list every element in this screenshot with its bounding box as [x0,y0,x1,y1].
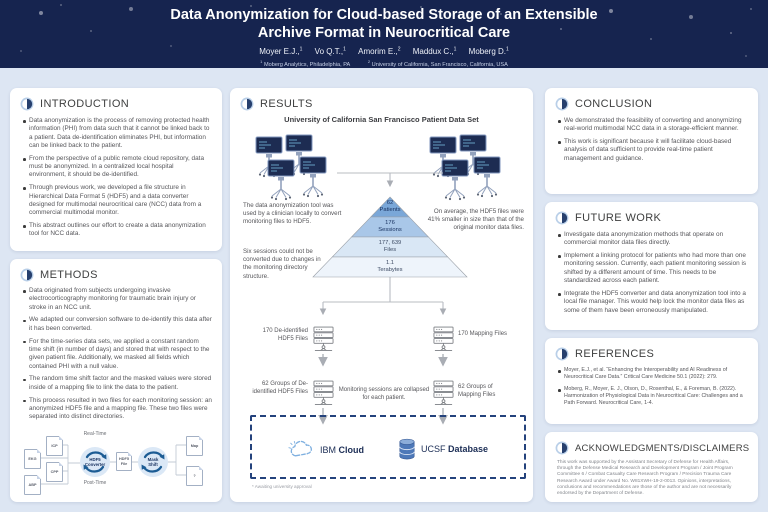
section-card-introduction [10,88,222,251]
mask-shift-node [138,447,168,477]
bullet-item: This process resulted in two files for each monitoring session: an anonymized HDF5 file and a mapping file. These two files were separated into distinct directories. [22,397,212,422]
author: Moyer E.J.,$^1$ [259,46,303,57]
annotation-tool-usage: The data anonymization tool was used by a clinician locally to convert monitoring files to HDF5. [243,202,342,226]
pyramid-level-files: 177, 639 Files [378,240,402,253]
author: Vo Q.T.,$^1$ [314,46,346,57]
section-card-acknowledgments [545,432,758,502]
section-title: CONCLUSION [575,98,653,110]
bullet-item: Data anonymization is the process of removing protected health information (PHI) from data such that it cannot be linked back to a patient. Data de-identification eliminates PHI, but information can be linked back to the patient. [22,117,212,150]
future-work-bullets [545,231,758,315]
section-bullet-icon [555,441,569,455]
cloud-icon [288,440,315,459]
label-collapse-note: Monitoring sessions are collapsed for each patient. [338,387,430,401]
real-time-label: Real-Time [83,431,107,437]
server-icon [433,380,454,406]
poster-header [0,0,768,68]
author: Moberg D.$^1$ [468,46,509,57]
section-header [545,202,758,225]
results-footnote: * Awaiting university approval [252,484,312,489]
pyramid-level-terabytes: 1.1 Terabytes [377,260,403,273]
server-icon [313,380,334,406]
ibm-cloud-label: IBM Cloud [320,444,365,455]
affiliation: $^2$ University of California, San Francisco, California, USA [367,59,508,68]
output-file-map: Map [186,436,203,456]
annotation-size-reduction: On average, the HDF5 files were 41% smaller in size than that of the original monitor data files. [427,208,524,232]
ucsf-database-destination [398,438,488,460]
input-file-abp: ABP [24,475,41,495]
section-bullet-icon [20,97,34,111]
input-file-cpp: CPP [46,462,63,482]
hdf5-file-node: HDF5 File [116,452,132,471]
bullet-item: This work is significant because it will facilitate cloud-based analysis of data sufficient to provide real-time patient management and guidance. [557,138,748,163]
bullet-item: Investigate data anonymization methods that operate on commercial monitor data files directly. [557,231,748,248]
bullet-item: Implement a linking protocol for patients who had more than one monitoring session. Currently, each patient monitoring session is shifted by a different amount of time. This needs to be standardized across each patient. [557,252,748,285]
section-card-methods [10,259,222,502]
conclusion-bullets [545,117,758,163]
bullet-item: Data originated from subjects undergoing invasive electrocorticography monitoring for traumatic brain injury or stroke in an NCC unit. [22,287,212,312]
introduction-bullets [10,117,222,239]
label-mapping-files: 170 Mapping Files [458,331,508,337]
section-card-future-work [545,202,758,330]
reference-item: Moberg, R., Moyer, E. J., Olson, D., Rosenthal, E., & Foreman, B. (2022). Harmonization of Physiological Data in Neurocritical Care: Challenges and a Path Forward. Neurocritical Care, 1-4. [557,386,748,407]
pyramid-level-patients: 62 Patients [379,200,401,213]
bullet-item: The random time shift factor and the masked values were stored inside of a mapping file to link the data to the patient. [22,375,212,392]
section-header [545,88,758,111]
section-title: ACKNOWLEDGMENTS/DISCLAIMERS [575,442,750,454]
bullet-item: This abstract outlines our effort to create a data anonymization tool for NCC data. [22,222,212,239]
bullet-item: We adapted our conversion software to de-identify this data after it has been converted. [22,316,212,333]
post-time-label: Post-Time [83,480,107,486]
dataset-title: University of California San Francisco Patient Data Set [284,115,479,124]
section-header [10,88,222,111]
section-bullet-icon [555,211,569,225]
ibm-cloud-destination [288,440,364,459]
reference-item: Moyer, E.J., et al. “Enhancing the Interoperability and AI Readiness of Neurocritical Care Data.” Critical Care Medicine 50.1 (2022): 279. [557,367,748,381]
authors-line [0,46,768,56]
bullet-item: Through previous work, we developed a file structure in Hierarchical Data Format 5 (HDF5) and a data converter designed for multimodal neurocritical care (NCC) data from a commercial multimodal monitor. [22,184,212,217]
references-list [545,367,758,406]
output-file-anonymized: ? [186,466,203,486]
input-file-icp: ICP [46,436,63,456]
label-deidentified-files: 170 De-identified HDF5 Files [262,328,308,342]
hdf5-converter-node [80,447,110,477]
affiliations-line [0,59,768,68]
section-title: METHODS [40,269,98,281]
acknowledgments-text: This work was supported by the Assistant Secretary of Defense for Health Affairs, through the Defense Medical Research and Development Program / Joint Program Committee 6 / Combat Casualty Care Research Program / Precision Trauma Care Research Award under Award No. W81XWH-19-2-0013. Opinions, interpretations, conclusions and recommendations are those of the author and are not necessarily endorsed by the Department of Defense. [557,460,733,497]
author: Maddux C.,$^1$ [412,46,457,57]
converter-label: HDF5 Converter [84,456,106,467]
server-icon [433,326,454,352]
author: Amorim E.,$^2$ [358,46,401,57]
bullet-item: For the time-series data sets, we applied a constant random time shift (in number of days) and stored that with respect to the given patient file. Additionally, we masked all fields which contained PHI with a null value. [22,338,212,371]
affiliation: $^1$ Moberg Analytics, Philadelphia, PA [260,59,351,68]
section-bullet-icon [555,97,569,111]
section-card-conclusion [545,88,758,194]
section-title: RESULTS [260,98,313,110]
section-card-results [230,88,533,502]
server-icon [313,326,334,352]
bullet-item: Integrate the HDF5 converter and data anonymization tool into a local file manager. This would help lock the monitor data files as some of them have been erroneously manipulated. [557,290,748,315]
bullet-item: We demonstrated the feasibility of converting and anonymizing real-world multimodal NCC data in a storage-efficient manner. [557,117,748,134]
poster-title-line-2: Archive Format in Neurocritical Care [257,24,511,41]
pyramid-level-sessions: 176 Sessions [378,220,402,233]
section-title: REFERENCES [575,348,655,360]
section-title: FUTURE WORK [575,212,662,224]
methods-pipeline-diagram [10,259,222,502]
label-deidentified-groups: 62 Groups of De-identified HDF5 Files [252,381,308,395]
section-title: INTRODUCTION [40,98,130,110]
poster-title [0,0,768,42]
ucsf-database-label: UCSF Database [421,444,489,454]
section-header [545,432,758,455]
label-mapping-groups: 62 Groups of Mapping Files [458,384,496,398]
section-card-references [545,338,758,424]
poster-title-line-1: Data Anonymization for Cloud-based Storage of an Extensible [170,7,598,23]
section-header [545,338,758,361]
annotation-six-sessions: Six sessions could not be converted due to changes in the monitoring directory structure. [243,248,321,280]
section-bullet-icon [555,347,569,361]
bullet-item: From the perspective of a public remote cloud repository, data must be anonymized. In a centralized local hospital environment, it should be de-identified. [22,155,212,180]
input-file-ekg: EKG [24,449,41,469]
mask-shift-label: Mask Shift [147,456,159,467]
database-icon [398,438,416,460]
